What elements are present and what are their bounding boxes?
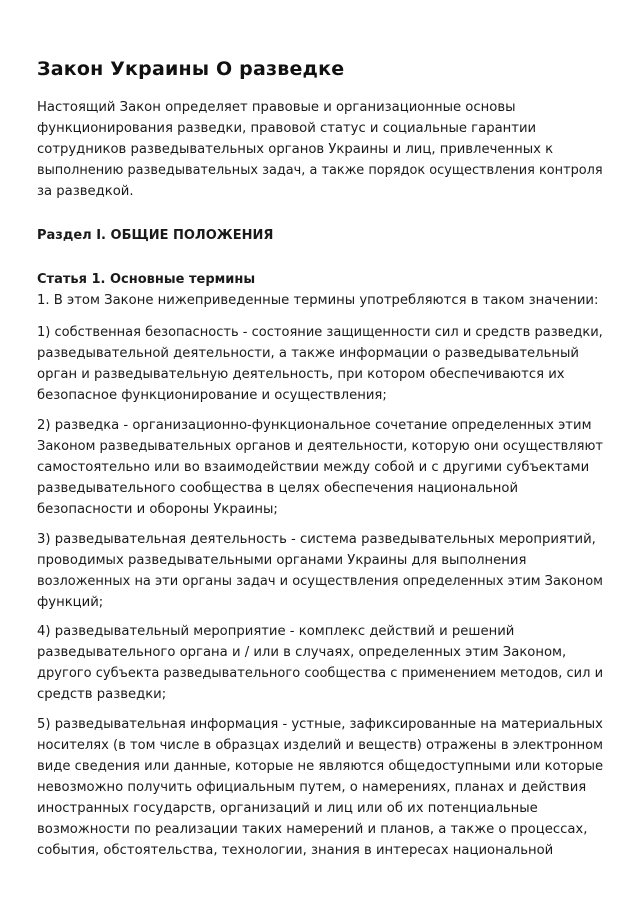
intro-line: сотрудников разведывательных органов Украины и лиц, привлеченных к xyxy=(37,142,554,157)
term-line: разведывательного сообщества в целях обеспечения национальной xyxy=(37,481,519,496)
section-heading: Раздел I. ОБЩИЕ ПОЛОЖЕНИЯ xyxy=(37,228,274,243)
term-line: самостоятельно или во взаимодействии между собой и с другими субъектами xyxy=(37,460,590,475)
term-line: 3) разведывательная деятельность - система разведывательных мероприятий, xyxy=(37,532,596,547)
term-line: безопасное функционирование и осуществления; xyxy=(37,388,387,403)
term-line: невозможно получить официальным путем, о намерениях, планах и действия xyxy=(37,780,587,795)
term-line: безопасности и обороны Украины; xyxy=(37,502,278,517)
term-line: 2) разведка - организационно-функциональное сочетание определенных этим xyxy=(37,418,592,433)
term-line: возложенных на эти органы задач и осуществления определенных этим Законом xyxy=(37,574,603,589)
term-line: события, обстоятельства, технологии, знания в интересах национальной xyxy=(37,843,554,858)
term-line: виде сведения или данные, которые не являются общедоступными или которые xyxy=(37,759,604,774)
term-line: средств разведки; xyxy=(37,687,167,702)
term-line: орган и разведывательную деятельность, при котором обеспечиваются их xyxy=(37,367,565,382)
term-line: носителях (в том числе в образцах изделий и веществ) отражены в электронном xyxy=(37,738,604,753)
term-line: иностранных государств, организаций и лиц или об их потенциальные xyxy=(37,801,538,816)
intro-line: выполнению разведывательных задач, а также порядок осуществления контроля xyxy=(37,163,603,178)
intro-line: за разведкой. xyxy=(37,184,134,199)
term-line: 4) разведывательный мероприятие - комплекс действий и решений xyxy=(37,624,515,639)
intro-line: Настоящий Закон определяет правовые и организационные основы xyxy=(37,100,516,115)
term-line: 1) собственная безопасность - состояние защищенности сил и средств разведки, xyxy=(37,325,603,340)
term-line: функций; xyxy=(37,595,104,610)
term-line: 5) разведывательная информация - устные, зафиксированные на материальных xyxy=(37,717,603,732)
document-title: Закон Украины О разведке xyxy=(37,58,345,80)
term-line: разведывательной деятельности, а также информации о разведывательный xyxy=(37,346,579,361)
term-line: другого субъекта разведывательного сообщества с применением методов, сил и xyxy=(37,666,604,681)
article-intro: 1. В этом Законе нижеприведенные термины употребляются в таком значении: xyxy=(37,293,599,308)
term-line: Законом разведывательных органов и деятельности, которую они осуществляют xyxy=(37,439,603,454)
term-line: разведывательного органа и / или в случаях, определенных этим Законом, xyxy=(37,645,567,660)
article-heading: Статья 1. Основные термины xyxy=(37,272,256,287)
intro-line: функционирования разведки, правовой статус и социальные гарантии xyxy=(37,121,537,136)
term-line: возможности по реализации таких намерений и планов, а также о процессах, xyxy=(37,822,588,837)
term-line: проводимых разведывательными органами Украины для выполнения xyxy=(37,553,527,568)
